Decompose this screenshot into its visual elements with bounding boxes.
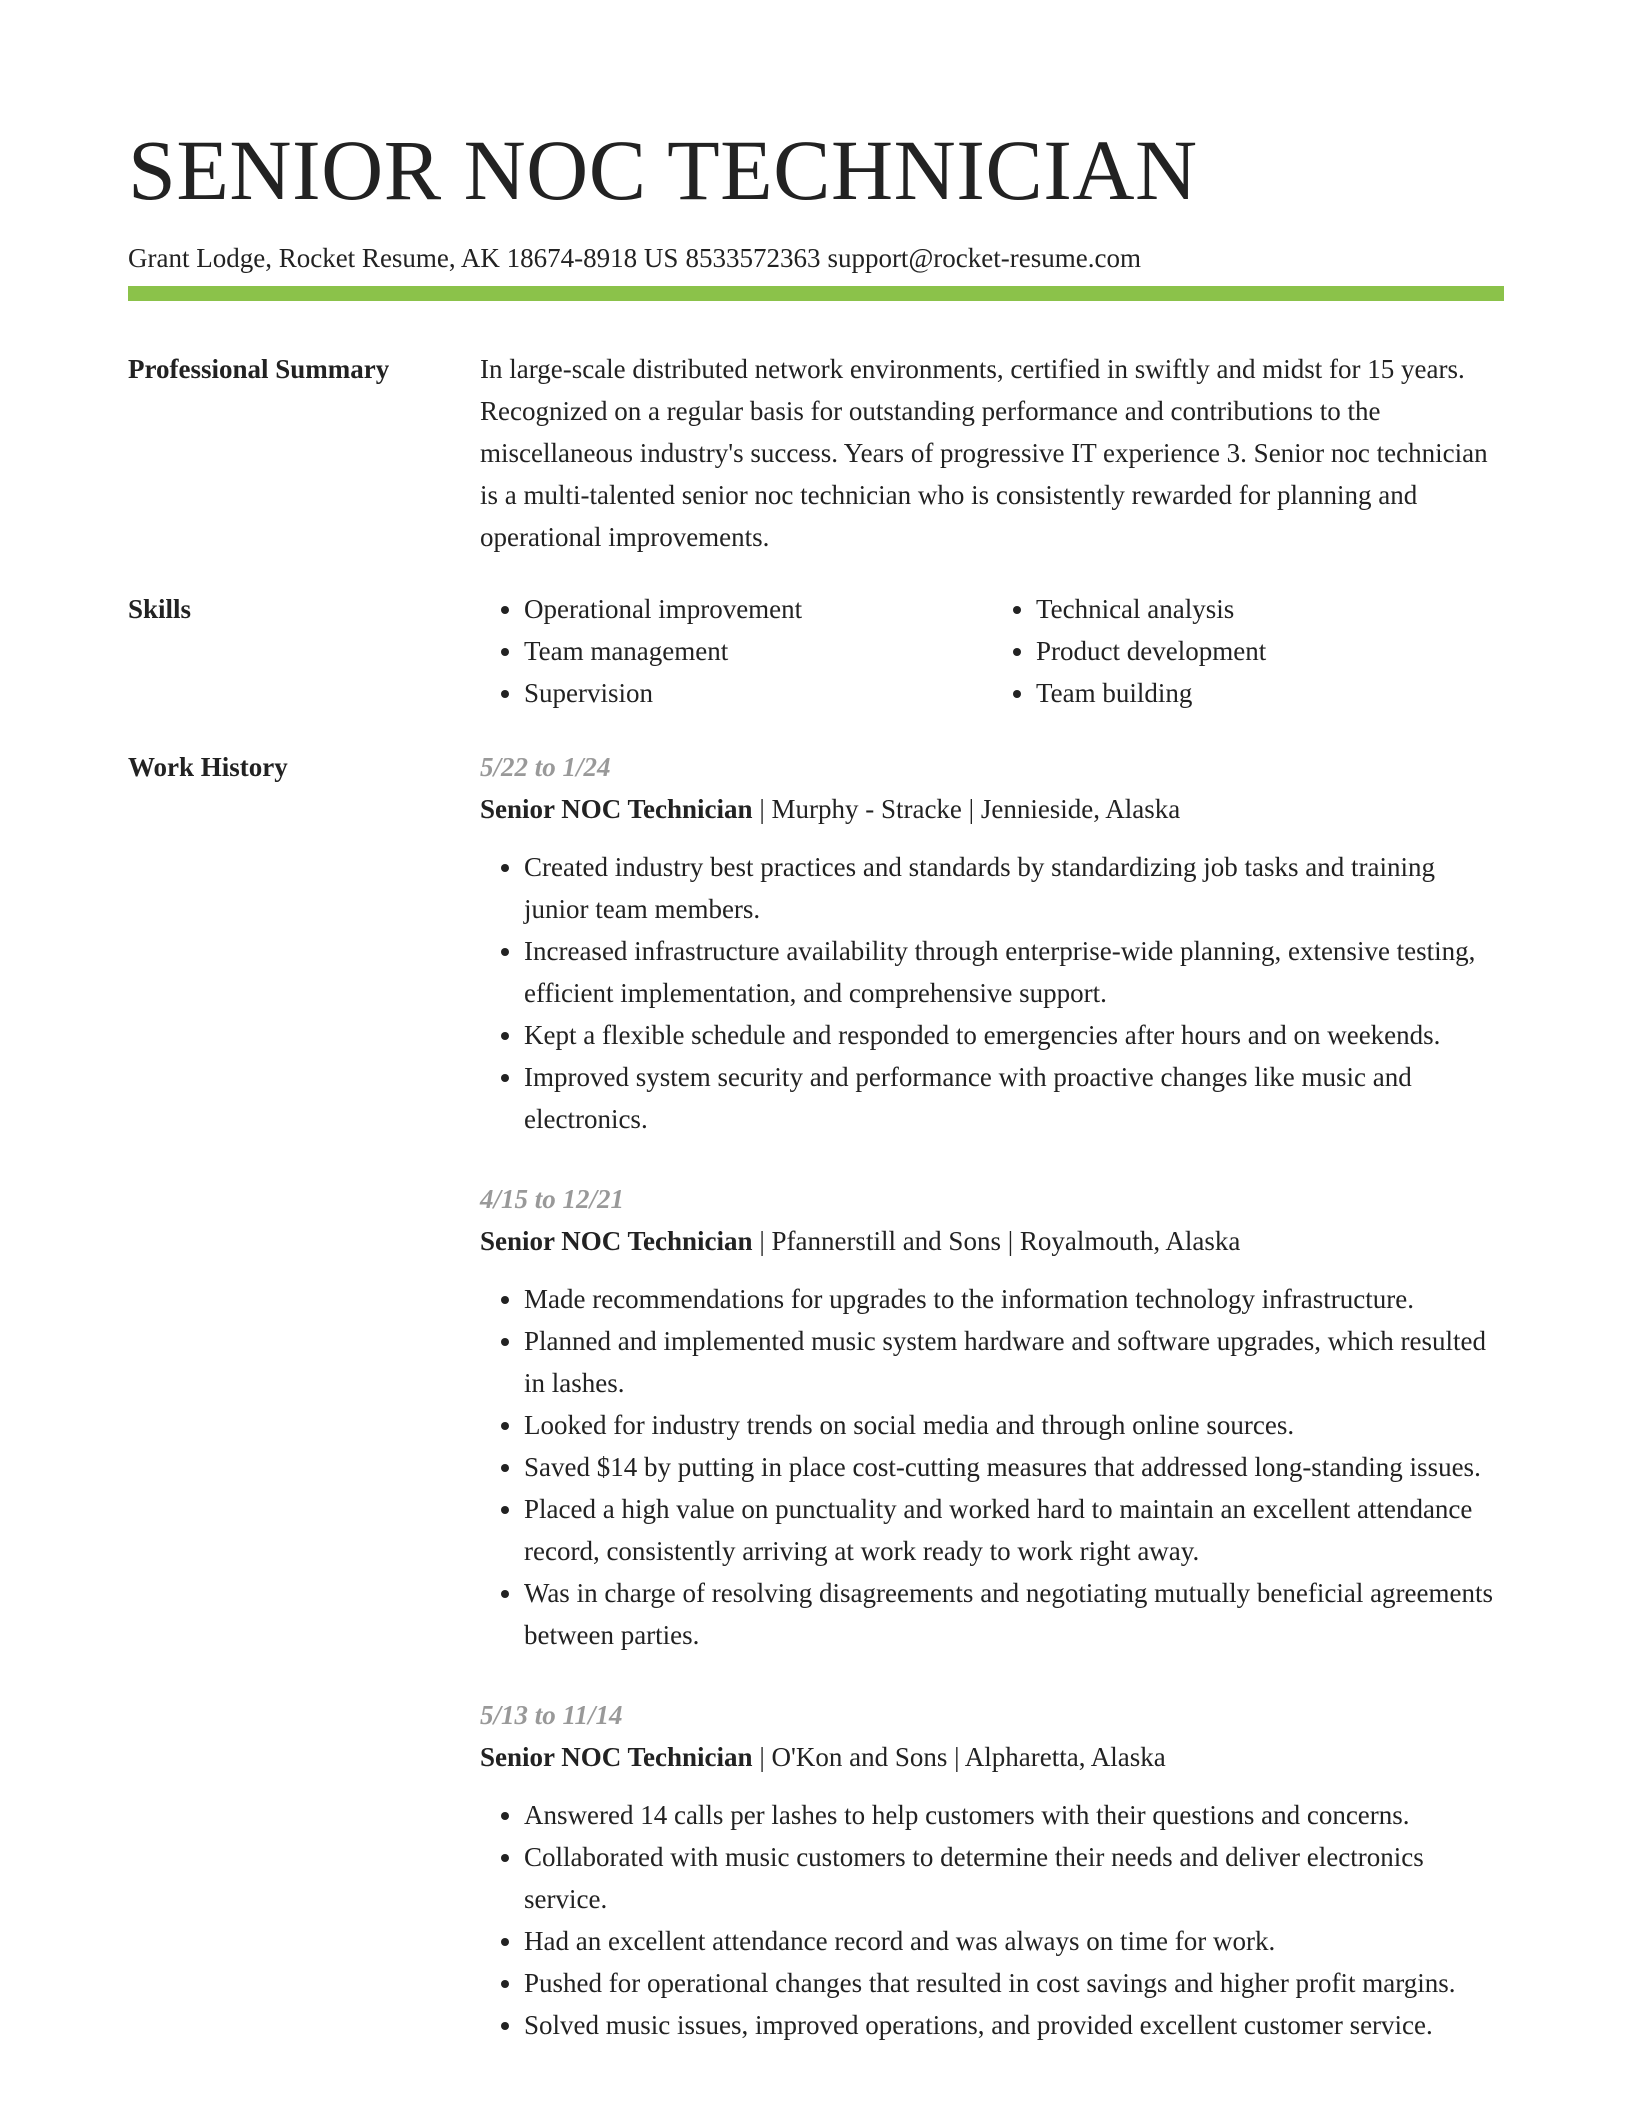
work-history-body [480, 746, 1504, 2084]
skill-item: • Operational improvement [524, 588, 992, 630]
job-bullet: • Pushed for operational changes that resulted in cost savings and higher profit margins. [524, 1962, 1504, 2004]
job-bullet: • Increased infrastructure availability through enterprise-wide planning, extensive testing, efficient implementation, and comprehensive support. [524, 930, 1504, 1014]
job-bullet: • Made recommendations for upgrades to the information technology infrastructure. [524, 1278, 1504, 1320]
contact-email: support@rocket-resume.com [827, 243, 1141, 273]
job-bullet: • Improved system security and performance with proactive changes like music and electronics. [524, 1056, 1504, 1140]
skills-heading: Skills [128, 594, 192, 624]
job-bullet: • Saved $14 by putting in place cost-cutting measures that addressed long-standing issues. [524, 1446, 1504, 1488]
candidate-name: SENIOR NOC TECHNICIAN [128, 122, 1198, 218]
job-dates: 5/13 to 11/14 [480, 1700, 623, 1730]
job-bullet: • Created industry best practices and standards by standardizing job tasks and training junior team members. [524, 846, 1504, 930]
job-bullet: • Planned and implemented music system hardware and software upgrades, which resulted in lashes. [524, 1320, 1504, 1404]
job-dates: 4/15 to 12/21 [480, 1184, 625, 1214]
job-bullet: • Solved music issues, improved operations, and provided excellent customer service. [524, 2004, 1504, 2046]
job-dates: 5/22 to 1/24 [480, 752, 611, 782]
job-heading [480, 788, 1504, 830]
job-entry [480, 1178, 1504, 1656]
job-title: Senior NOC Technician [480, 1226, 753, 1256]
job-bullets [480, 1794, 1504, 2046]
job-bullet: • Placed a high value on punctuality and worked hard to maintain an excellent attendance record, consistently arriving at work ready to work right away. [524, 1488, 1504, 1572]
summary-text: In large-scale distributed network environments, certified in swiftly and midst for 15 years. Recognized on a regular basis for outstanding performance and contributions to the miscellaneous industry's success. Years of progressive IT experience 3. Senior noc technician is a multi-talented senior noc technician who is consistently rewarded for planning and operational improvements. [480, 354, 1488, 552]
skills-body [480, 588, 1504, 714]
job-details: | Murphy - Stracke | Jennieside, Alaska [759, 794, 1181, 824]
job-heading [480, 1220, 1504, 1262]
header-divider [128, 286, 1504, 301]
summary-body [480, 348, 1504, 558]
job-details: | Pfannerstill and Sons | Royalmouth, Alaska [759, 1226, 1241, 1256]
skill-item: • Technical analysis [1036, 588, 1504, 630]
job-details: | O'Kon and Sons | Alpharetta, Alaska [759, 1742, 1166, 1772]
job-bullet: • Looked for industry trends on social media and through online sources. [524, 1404, 1504, 1446]
summary-heading: Professional Summary [128, 354, 390, 384]
job-bullet: • Collaborated with music customers to determine their needs and deliver electronics service. [524, 1836, 1504, 1920]
contact-phone: 8533572363 [685, 243, 821, 273]
job-bullets [480, 1278, 1504, 1656]
job-bullet: • Was in charge of resolving disagreements and negotiating mutually beneficial agreements between parties. [524, 1572, 1504, 1656]
skill-item: • Supervision [524, 672, 992, 714]
resume-header [128, 118, 1504, 276]
job-entry [480, 746, 1504, 1140]
work-history-heading: Work History [128, 752, 288, 782]
job-title: Senior NOC Technician [480, 794, 753, 824]
skill-item: • Team management [524, 630, 992, 672]
skill-item: • Team building [1036, 672, 1504, 714]
contact-line [128, 240, 1504, 276]
job-entry [480, 1694, 1504, 2046]
contact-address: Grant Lodge, Rocket Resume, AK 18674-8918 US [128, 243, 679, 273]
job-bullets [480, 846, 1504, 1140]
job-title: Senior NOC Technician [480, 1742, 753, 1772]
skills-list-right [992, 588, 1504, 714]
job-bullet: • Answered 14 calls per lashes to help customers with their questions and concerns. [524, 1794, 1504, 1836]
skills-list-left [480, 588, 992, 714]
skill-item: • Product development [1036, 630, 1504, 672]
job-heading [480, 1736, 1504, 1778]
job-bullet: • Had an excellent attendance record and was always on time for work. [524, 1920, 1504, 1962]
skills-grid [480, 588, 1504, 714]
job-bullet: • Kept a flexible schedule and responded to emergencies after hours and on weekends. [524, 1014, 1504, 1056]
